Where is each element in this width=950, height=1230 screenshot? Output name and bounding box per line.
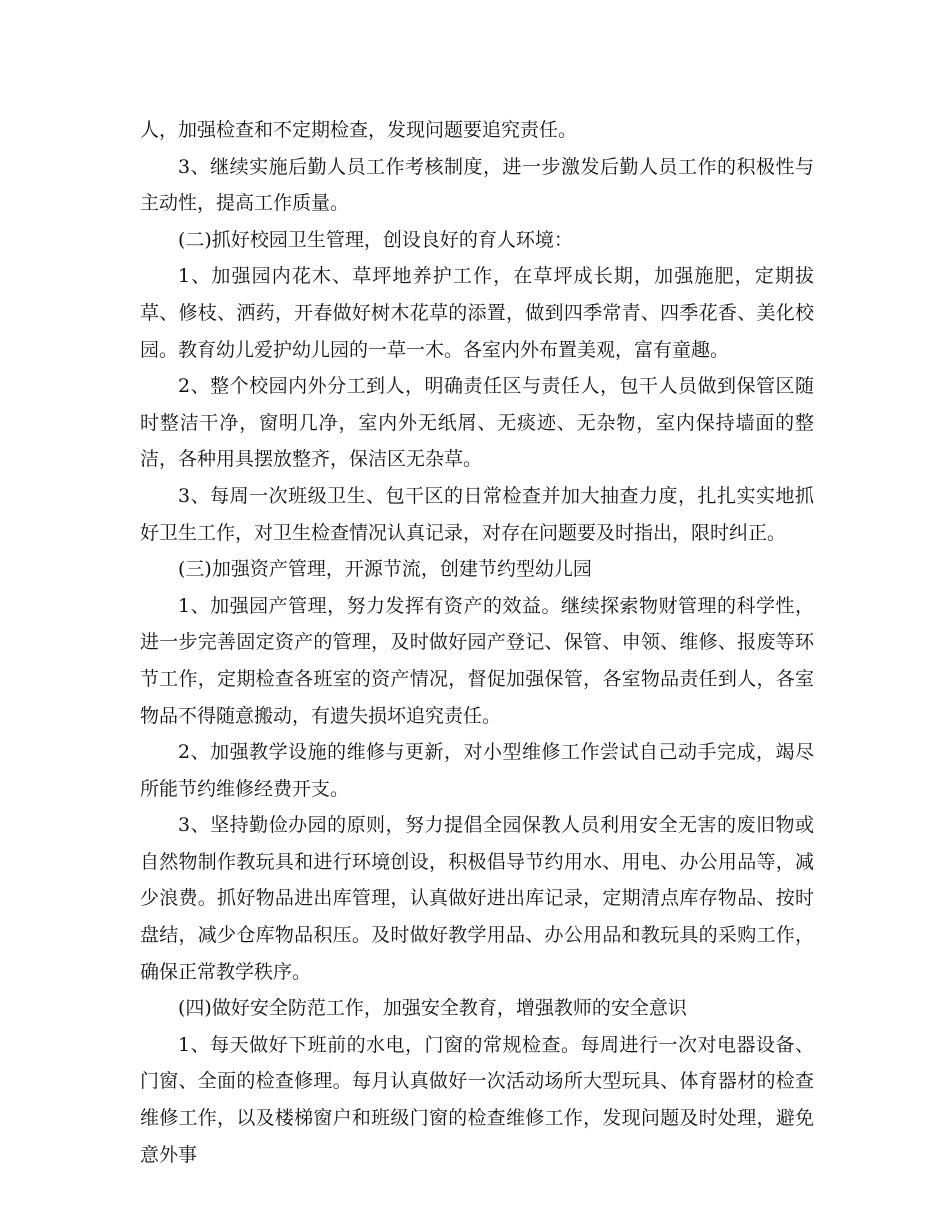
section-heading: (三)加强资产管理，开源节流，创建节约型幼儿园: [178, 558, 592, 581]
paragraph-item: 3、继续实施后勤人员工作考核制度，进一步激发后勤人员工作的积极性与主动性，提高工作质量。: [140, 155, 814, 215]
paragraph-continuation: 人，加强检查和不定期检查，发现问题要追究责任。: [140, 119, 578, 141]
document-body: [140, 112, 814, 1173]
paragraph-item: 1、每天做好下班前的水电，门窗的常规检查。每周进行一次对电器设备、门窗、全面的检查修理。每月认真做好一次活动场所大型玩具、体育器材的检查维修工作，以及楼梯窗户和班级门窗的检查维修工作，发现问题及时处理，避免意外事: [140, 1033, 814, 1166]
paragraph-item: 3、坚持勤俭办园的原则，努力提倡全园保教人员利用安全无害的废旧物或自然物制作教玩具和进行环境创设，积极倡导节约用水、用电、办公用品等，减少浪费。抓好物品进出库管理，认真做好进出库记录，定期清点库存物品、按时盘结，减少仓库物品积压。及时做好教学用品、办公用品和教玩具的采购工作，确保正常教学秩序。: [140, 814, 814, 983]
paragraph-item: 1、加强园产管理，努力发挥有资产的效益。继续探索物财管理的科学性，进一步完善固定资产的管理，及时做好园产登记、保管、申领、维修、报废等环节工作，定期检查各班室的资产情况，督促加强保管，各室物品责任到人，各室物品不得随意搬动，有遗失损坏追究责任。: [140, 594, 814, 727]
section-heading: (二)抓好校园卫生管理，创设良好的育人环境：: [178, 228, 573, 251]
section-heading: (四)做好安全防范工作，加强安全教育，增强教师的安全意识: [178, 997, 687, 1020]
paragraph-item: 2、加强教学设施的维修与更新，对小型维修工作尝试自己动手完成，竭尽所能节约维修经费开支。: [140, 741, 814, 800]
paragraph-item: 1、加强园内花木、草坪地养护工作，在草坪成长期，加强施肥，定期拔草、修枝、洒药，开春做好树木花草的添置，做到四季常青、四季花香、美化校园。教育幼儿爱护幼儿园的一草一木。各室内外布置美观，富有童趣。: [140, 265, 814, 361]
paragraph-item: 2、整个校园内外分工到人，明确责任区与责任人，包干人员做到保管区随时整洁干净，窗明几净，室内外无纸屑、无痰迹、无杂物，室内保持墙面的整洁，各种用具摆放整齐，保洁区无杂草。: [140, 375, 814, 471]
paragraph-item: 3、每周一次班级卫生、包干区的日常检查并加大抽查力度，扎扎实实地抓好卫生工作，对卫生检查情况认真记录，对存在问题要及时指出，限时纠正。: [140, 484, 814, 544]
